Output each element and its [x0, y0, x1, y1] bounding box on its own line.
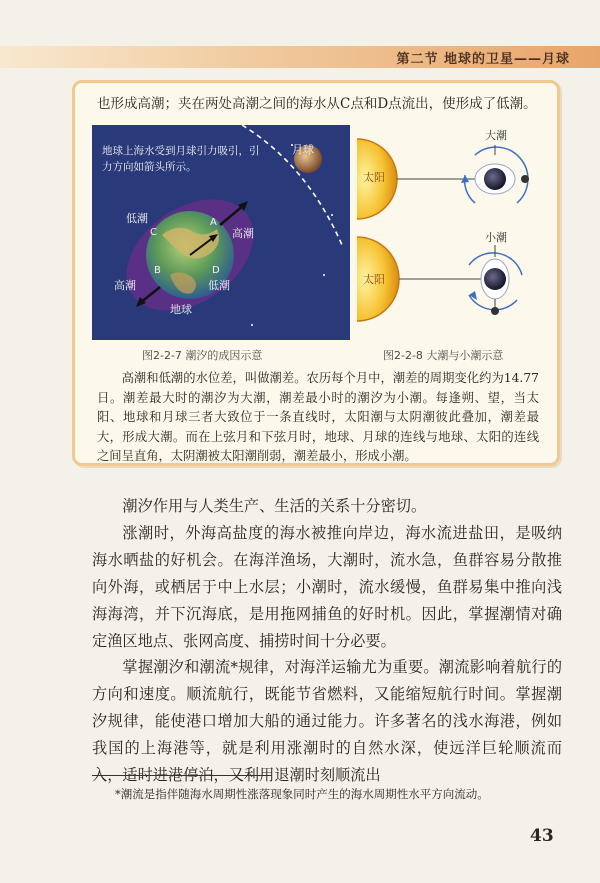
main-text	[92, 493, 562, 789]
earth-label: 地球	[170, 303, 192, 316]
section-header: 第二节 地球的卫星——月球	[396, 52, 570, 67]
figure-note: 地球上海水受到月球引力吸引，引力方向如箭头所示。	[102, 145, 260, 173]
page-number: 43	[530, 826, 554, 846]
point-a-label: A	[210, 217, 217, 228]
box-paragraph: 高潮和低潮的水位差，叫做潮差。农历每个月中，潮差的周期变化约为14.77日。潮差最大时的潮汐为大潮，潮差最小时的潮汐为小潮。每逢朔、望，当太阳、地球和月球三者大致位于一条直线时，太阳潮与太阴潮彼此叠加，潮差最大，形成大潮。而在上弦月和下弦月时，地球、月球的连线与地球、太阳的连线之间呈直角，太阴潮被太阳潮削弱，潮差最小，形成小潮。	[97, 371, 539, 464]
figure2-caption: 图2-2-8 大潮与小潮示意	[383, 349, 504, 362]
tide-formation-figure	[92, 125, 350, 340]
point-c-label: C	[150, 227, 157, 238]
neap-tide-label: 小潮	[485, 231, 507, 244]
paragraph-3: 掌握潮汐和潮流*规律，对海洋运输尤为重要。潮流影响着航行的方向和速度。顺流航行，既能节省燃料，又能缩短航行时间。掌握潮汐规律，能使港口增加大船的通过能力。许多著名的浅水海港，例如我国的上海港等，就是利用涨潮时的自然水深，使远洋巨轮顺流而入，适时进港停泊，又利用退潮时刻顺流出	[92, 658, 562, 785]
reading-box	[72, 80, 560, 466]
spring-neap-figure	[357, 125, 547, 340]
point-b-label: B	[154, 265, 161, 276]
point-d-label: D	[212, 265, 220, 276]
footnote-divider	[92, 775, 272, 776]
moon-label: 月球	[292, 143, 314, 156]
sun-label-bottom: 太阳	[363, 273, 385, 286]
footnote: *潮流是指伴随海水周期性涨落现象同时产生的海水周期性水平方向流动。	[115, 787, 489, 801]
paragraph-2: 涨潮时，外海高盐度的海水被推向岸边，海水流进盐田，是吸纳海水晒盐的好机会。在海洋渔场，大潮时，流水急，鱼群容易分散推向外海，或栖居于中上水层；小潮时，流水缓慢，鱼群易集中推向浅海海湾，并下沉海底，是用拖网捕鱼的好时机。因此，掌握潮情对确定渔区地点、张网高度、捕捞时间十分必要。	[92, 523, 562, 650]
sun-label-top: 太阳	[363, 171, 385, 184]
paragraph-1: 潮汐作用与人类生产、生活的关系十分密切。	[122, 497, 427, 515]
spring-neap-illustration	[357, 125, 547, 340]
high-tide-label-right: 高潮	[232, 227, 254, 240]
box-intro-line: 也形成高潮；夹在两处高潮之间的海水从C点和D点流出，使形成了低潮。	[97, 96, 537, 112]
high-tide-label-left: 高潮	[114, 279, 136, 292]
low-tide-label-left: 低潮	[126, 212, 148, 225]
spring-tide-label: 大潮	[485, 129, 507, 142]
low-tide-label-right: 低潮	[208, 279, 230, 292]
figure1-caption: 图2-2-7 潮汐的成因示意	[142, 349, 263, 362]
